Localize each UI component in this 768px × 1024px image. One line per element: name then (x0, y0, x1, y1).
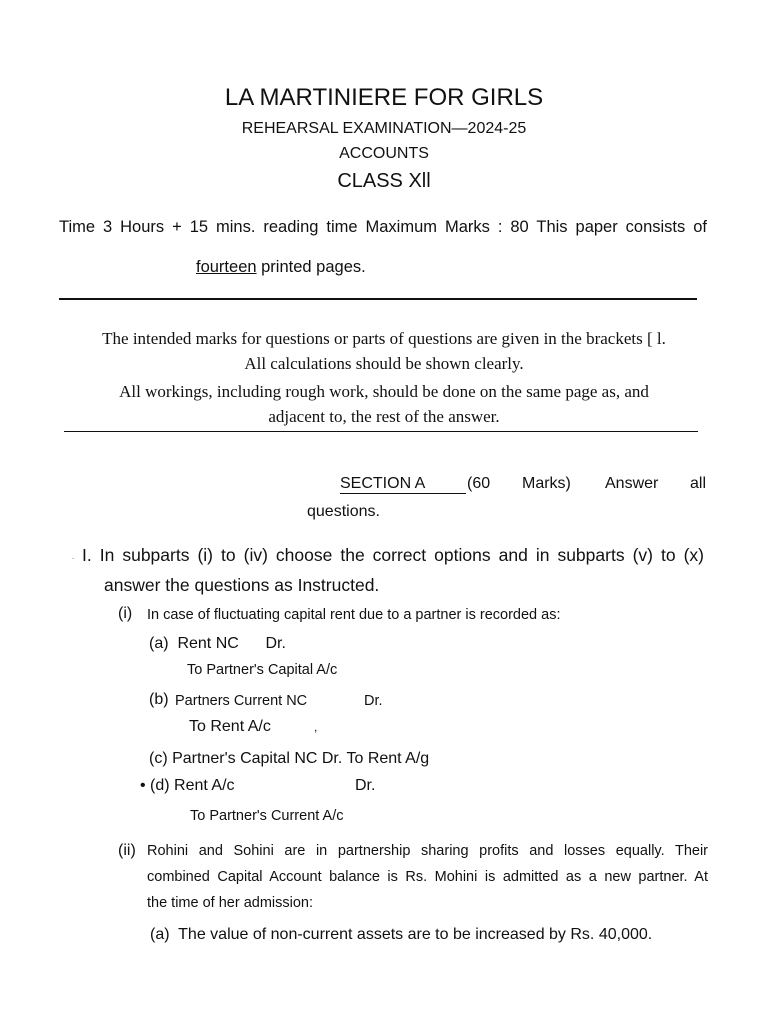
section-all: all (690, 475, 707, 492)
pages-count: fourteen (196, 258, 257, 276)
option-b-dr: Dr. (364, 693, 383, 709)
section-marks: (60 (467, 475, 491, 492)
option-d-dr: Dr. (355, 777, 376, 794)
pages-line (196, 258, 366, 277)
pages-text: printed pages. (256, 258, 366, 276)
question-stem-line-1: I. In subparts (i) to (iv) choose the correct options and in subparts (v) to (x) (82, 545, 704, 565)
section-title: SECTION A (340, 475, 466, 494)
subquestion-i-number: (i) (118, 605, 133, 622)
instruction-line-2: All calculations should be shown clearly. (244, 354, 524, 373)
instruction-line-1: The intended marks for questions or parts of questions are given in the brackets [ l. (102, 329, 666, 348)
exam-title: REHEARSAL EXAMINATION—2024-25 (241, 120, 527, 137)
subquestion-i-text: In case of fluctuating capital rent due to a partner is recorded as: (147, 607, 561, 623)
option-b-text: Partners Current NC (175, 693, 308, 709)
option-a-to: To Partner's Capital A/c (187, 662, 338, 678)
divider-top (59, 298, 697, 300)
question-stem-line-2: answer the questions as Instructed. (104, 575, 380, 595)
option-d: • (d) Rent A/c (140, 777, 235, 794)
section-marks-word: Marks) (522, 475, 571, 492)
option-b-label: (b) (149, 691, 169, 708)
option-a: (a) Rent NC Dr. (149, 635, 286, 652)
stray-mark: . (72, 552, 75, 561)
section-questions: questions. (307, 503, 380, 520)
subject-title: ACCOUNTS (339, 145, 429, 162)
section-answer: Answer (605, 475, 659, 492)
option-b-to: To Rent A/c (189, 718, 271, 735)
subquestion-ii-line-2: combined Capital Account balance is Rs. Mohini is admitted as a new partner. At (147, 869, 708, 885)
subquestion-ii-line-1: Rohini and Sohini are in partnership sharing profits and losses equally. Their (147, 843, 708, 859)
option-c: (c) Partner's Capital NC Dr. To Rent A/g (149, 750, 430, 767)
subquestion-ii-number: (ii) (118, 842, 136, 859)
divider-bottom (64, 431, 698, 432)
option-d-to: To Partner's Current A/c (190, 808, 344, 824)
subquestion-ii-option-a: (a) The value of non-current assets are to be increased by Rs. 40,000. (150, 926, 653, 943)
stray-comma: , (314, 720, 318, 734)
subquestion-ii-line-3: the time of her admission: (147, 895, 314, 911)
school-name: LA MARTINIERE FOR GIRLS (224, 84, 544, 111)
instruction-line-4: adjacent to, the rest of the answer. (268, 407, 500, 426)
class-title: CLASS Xll (337, 170, 431, 192)
instruction-line-3: All workings, including rough work, should be done on the same page as, and (119, 382, 649, 401)
time-marks-line: Time 3 Hours + 15 mins. reading time Maximum Marks : 80 This paper consists of (59, 218, 707, 236)
